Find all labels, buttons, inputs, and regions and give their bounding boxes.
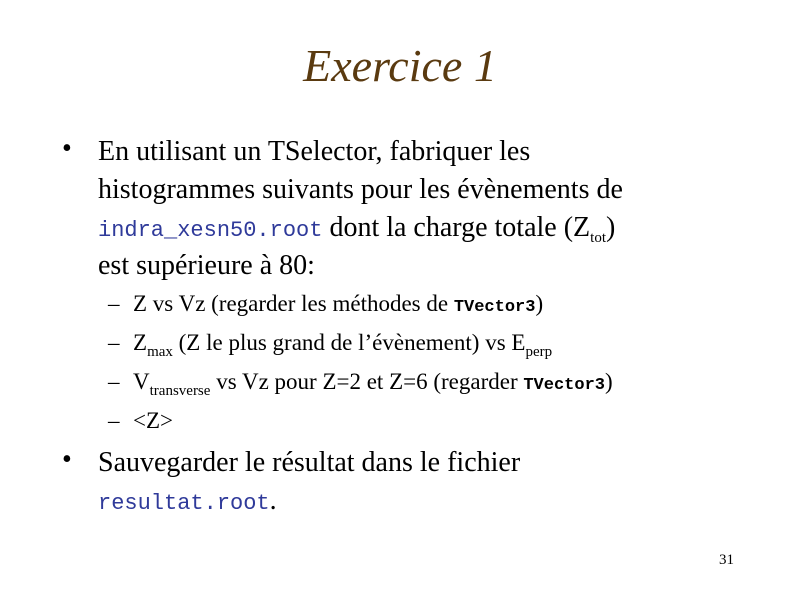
- subitem1-end: ): [535, 291, 544, 316]
- bullet-item-save: [62, 444, 762, 520]
- subitem-list: [108, 284, 768, 440]
- subscript-max: max: [147, 344, 173, 360]
- bullet-row: [62, 133, 762, 285]
- bullet1-line1: En utilisant un TSelector, fabriquer les: [98, 136, 531, 167]
- subitem2-a: Z: [133, 330, 148, 355]
- dash-marker: –: [108, 408, 120, 433]
- bullet-item-histograms: [62, 133, 762, 285]
- filename-code: indra_xesn50.root: [98, 218, 323, 243]
- dash-marker: –: [108, 291, 120, 316]
- bullet2-end: .: [269, 485, 277, 516]
- bullet1-line2: histogrammes suivants pour les évènements de: [98, 174, 623, 205]
- page-number: 31: [719, 552, 734, 568]
- bullet-marker: •: [62, 444, 72, 475]
- subitem3-a: V: [133, 369, 150, 394]
- subitem-2: [108, 323, 768, 362]
- subitem3-b: vs Vz pour Z=2 et Z=6 (regarder: [210, 369, 524, 394]
- dash-marker: –: [108, 369, 120, 394]
- dash-marker: –: [108, 330, 120, 355]
- subitem-3: [108, 362, 768, 401]
- bullet2-line2: [98, 482, 762, 520]
- subitem2-b: (Z le plus grand de l’évènement) vs E: [172, 330, 526, 355]
- subitem-1: [108, 284, 768, 323]
- subitem-4: [108, 401, 768, 440]
- bullet1-line3-text: dont la charge totale (Z: [322, 212, 591, 243]
- bullet1-line4: est supérieure à 80:: [98, 250, 315, 281]
- bullet2-line1: Sauvegarder le résultat dans le fichier: [98, 447, 521, 478]
- slide-title: Exercice 1: [303, 40, 497, 91]
- subitem1-text: Z vs Vz (regarder les méthodes de: [133, 291, 454, 316]
- subitem3-end: ): [604, 369, 613, 394]
- tvector3-code: TVector3: [453, 298, 536, 317]
- subitem4-text: <Z>: [133, 408, 173, 433]
- bullet-row: [62, 444, 762, 520]
- bullet-marker: •: [62, 133, 72, 164]
- subscript-tot: tot: [590, 230, 606, 246]
- bullet1-line3: [98, 209, 762, 247]
- tvector3-code: TVector3: [523, 376, 605, 395]
- subscript-transverse: transverse: [149, 383, 211, 399]
- filename-code: resultat.root: [98, 491, 270, 516]
- bullet1-line3-end: ): [606, 212, 616, 243]
- subscript-perp: perp: [525, 344, 553, 360]
